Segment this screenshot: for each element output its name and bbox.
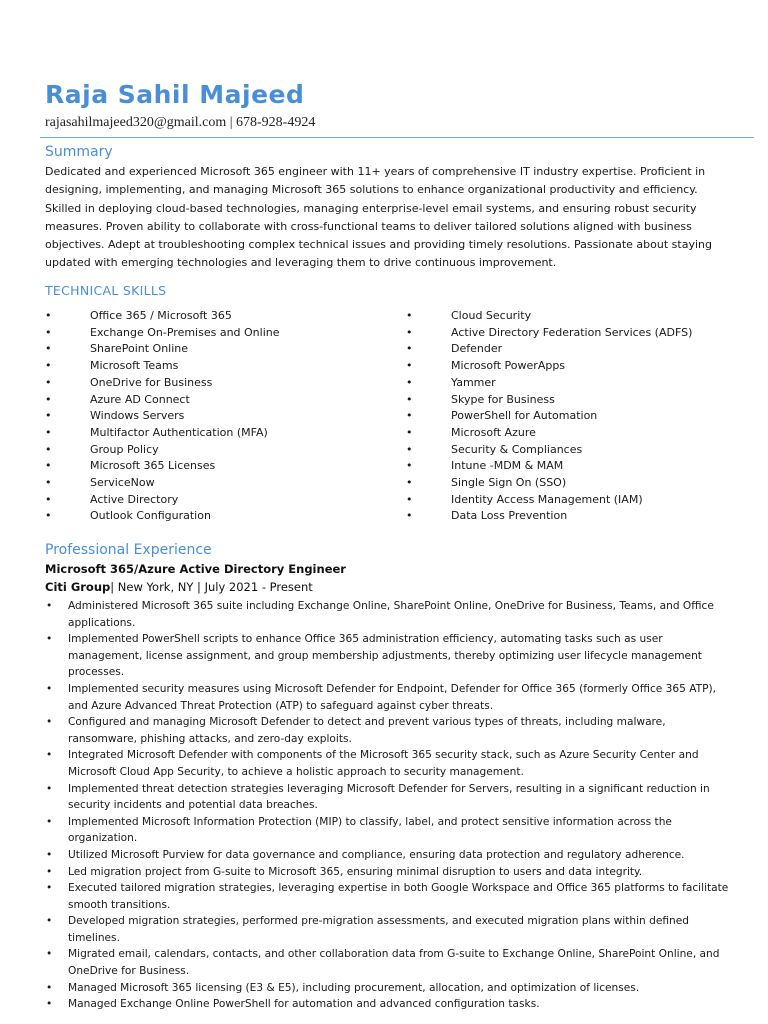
skill-item: • Microsoft Azure <box>406 425 692 442</box>
duty-item: • Managed Exchange Online PowerShell for automation and advanced configuration tasks. <box>45 996 735 1013</box>
skill-item: • Windows Servers <box>45 408 280 425</box>
duty-item: • Implemented PowerShell scripts to enhance Office 365 administration efficiency, automating tasks such as user management, license assignment, and group membership adjustments, thereby optimizing user lifecycle management processes. <box>45 631 735 681</box>
skill-item: • SharePoint Online <box>45 341 280 358</box>
skill-item: • Active Directory <box>45 492 280 509</box>
skill-item: • Microsoft 365 Licenses <box>45 458 280 475</box>
duty-item: • Migrated email, calendars, contacts, and other collaboration data from G-suite to Exchange Online, SharePoint Online, and OneDrive for Business. <box>45 946 735 979</box>
candidate-name: Raja Sahil Majeed <box>45 80 305 109</box>
skill-item: • Azure AD Connect <box>45 392 280 409</box>
skill-item: • Active Directory Federation Services (ADFS) <box>406 325 692 342</box>
skills-list-left <box>45 308 280 525</box>
contact-info: rajasahilmajeed320@gmail.com | 678-928-4924 <box>45 115 316 130</box>
skill-item: • Microsoft PowerApps <box>406 358 692 375</box>
skill-item: • Microsoft Teams <box>45 358 280 375</box>
duty-item: • Implemented threat detection strategies leveraging Microsoft Defender for Servers, resulting in a significant reduction in security incidents and potential data breaches. <box>45 781 735 814</box>
duty-item: • Managed Microsoft 365 licensing (E3 & E5), including procurement, allocation, and optimization of licenses. <box>45 980 735 997</box>
job-title: Microsoft 365/Azure Active Directory Engineer <box>45 562 346 576</box>
skill-item: • Cloud Security <box>406 308 692 325</box>
duty-item: • Developed migration strategies, performed pre-migration assessments, and executed migration plans within defined timelines. <box>45 913 735 946</box>
header-divider <box>40 137 754 138</box>
duty-item: • Led migration project from G-suite to Microsoft 365, ensuring minimal disruption to users and data integrity. <box>45 864 735 881</box>
skill-item: • Single Sign On (SSO) <box>406 475 692 492</box>
summary-heading: Summary <box>45 144 113 160</box>
skill-item: • Outlook Configuration <box>45 508 280 525</box>
duty-item: • Utilized Microsoft Purview for data governance and compliance, ensuring data protection and regulatory adherence. <box>45 847 735 864</box>
duty-item: • Implemented Microsoft Information Protection (MIP) to classify, label, and protect sensitive information across the organization. <box>45 814 735 847</box>
skill-item: • Yammer <box>406 375 692 392</box>
job-duties-list <box>45 598 735 1013</box>
summary-text: Dedicated and experienced Microsoft 365 engineer with 11+ years of comprehensive IT industry expertise. Proficient in designing, implementing, and managing Microsoft 365 solutions to enhance organizational productivity and efficiency. Skilled in deploying cloud-based technologies, managing enterprise-level email systems, and ensuring robust security measures. Proven ability to collaborate with cross-functional teams to deliver tailored solutions aligned with business objectives. Adept at troubleshooting complex technical issues and providing timely resolutions. Passionate about staying updated with emerging technologies and leveraging them to drive continuous improvement. <box>45 165 712 270</box>
duty-item: • Implemented security measures using Microsoft Defender for Endpoint, Defender for Office 365 (formerly Office 365 ATP), and Azure Advanced Threat Protection (ATP) to safeguard against cyber threats. <box>45 681 735 714</box>
skill-item: • OneDrive for Business <box>45 375 280 392</box>
job-location-dates: | New York, NY | July 2021 - Present <box>110 580 313 594</box>
skill-item: • Group Policy <box>45 442 280 459</box>
skill-item: • Exchange On-Premises and Online <box>45 325 280 342</box>
skill-item: • ServiceNow <box>45 475 280 492</box>
skill-item: • Security & Compliances <box>406 442 692 459</box>
skills-list-right <box>406 308 692 525</box>
job-meta <box>45 580 313 594</box>
company-name: Citi Group <box>45 580 111 594</box>
duty-item: • Integrated Microsoft Defender with components of the Microsoft 365 security stack, such as Azure Security Center and Microsoft Cloud App Security, to achieve a holistic approach to security management. <box>45 747 735 780</box>
skills-heading: TECHNICAL SKILLS <box>45 283 167 298</box>
skill-item: • Identity Access Management (IAM) <box>406 492 692 509</box>
skill-item: • PowerShell for Automation <box>406 408 692 425</box>
duty-item: • Executed tailored migration strategies, leveraging expertise in both Google Workspace and Office 365 platforms to facilitate smooth transitions. <box>45 880 735 913</box>
duty-item: • Administered Microsoft 365 suite including Exchange Online, SharePoint Online, OneDrive for Business, Teams, and Office applications. <box>45 598 735 631</box>
skill-item: • Multifactor Authentication (MFA) <box>45 425 280 442</box>
skill-item: • Skype for Business <box>406 392 692 409</box>
experience-heading: Professional Experience <box>45 542 212 558</box>
skill-item: • Data Loss Prevention <box>406 508 692 525</box>
skill-item: • Defender <box>406 341 692 358</box>
duty-item: • Configured and managing Microsoft Defender to detect and prevent various types of threats, including malware, ransomware, phishing attacks, and zero-day exploits. <box>45 714 735 747</box>
skill-item: • Office 365 / Microsoft 365 <box>45 308 280 325</box>
skill-item: • Intune -MDM & MAM <box>406 458 692 475</box>
